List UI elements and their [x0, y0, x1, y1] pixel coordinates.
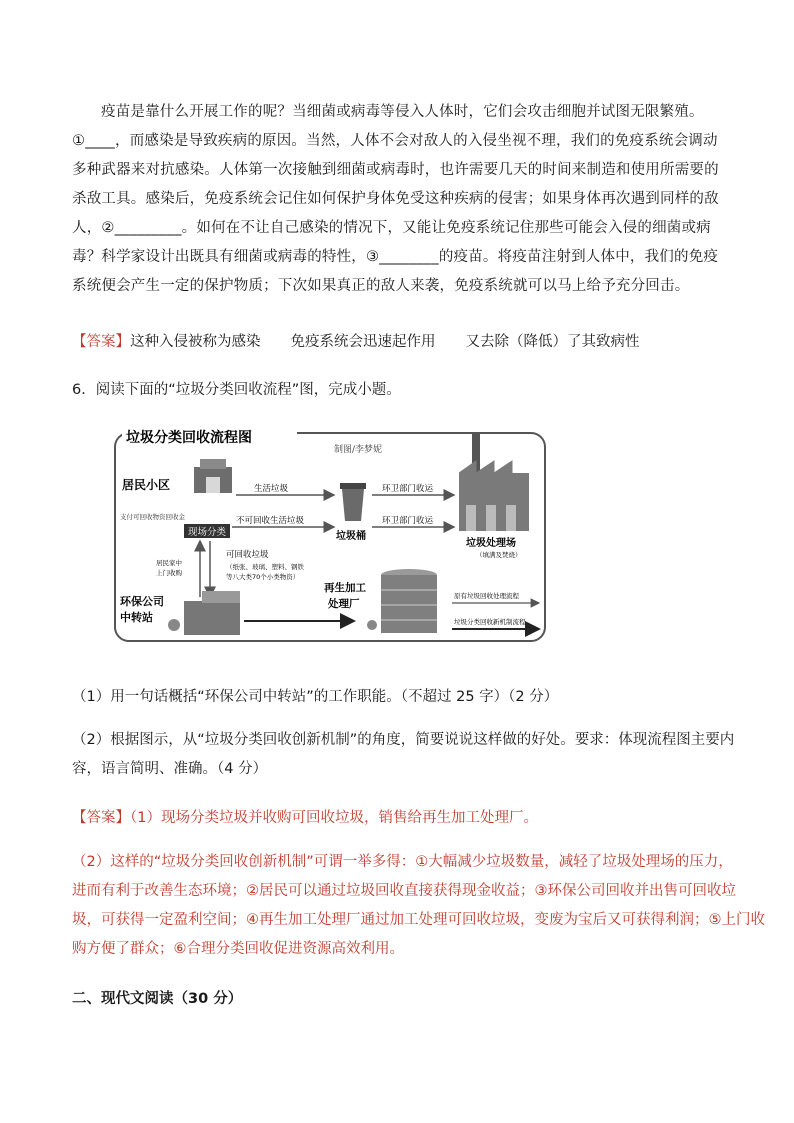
passage-text-a: 疫苗是靠什么开展工作的呢？当细菌或病毒等侵入人体时，它们会攻击细胞并试图无限繁殖。① — [72, 104, 704, 149]
recycle-plant-label-1: 再生加工 — [324, 582, 366, 594]
sanitation-label-2: 环卫部门收运 — [382, 516, 434, 526]
passage-text-c: 。如何在不让自己感染的情况下，又能让免疫系统记住那些可能会入侵的细菌或病毒？科学家设计出既具有细菌或病毒的特性，③ — [72, 220, 711, 265]
answer-1-line — [72, 330, 670, 351]
answer-1-item: 免疫系统会迅速起作用 — [290, 334, 436, 350]
blank-1: ____ — [85, 133, 116, 149]
answer-2-part-2-line-4: 购方便了群众；⑥合理分类回收促进资源高效利用。 — [72, 941, 404, 957]
recyclable-label: 可回收垃圾 — [226, 550, 269, 560]
bin-label: 垃圾桶 — [336, 531, 366, 542]
answer-2-part-2-line-3: 圾，可获得一定盈利空间；④再生加工处理厂通过加工处理可回收垃圾，变废为宝后又可获得利润；⑤上门收 — [72, 912, 765, 928]
passage-paragraph — [72, 98, 724, 301]
legend-new: 垃圾分类回收新机制流程 — [454, 618, 526, 626]
living-waste-label: 生活垃圾 — [254, 484, 289, 494]
recyclable-note-2: 等八大类70个小类物资） — [226, 573, 300, 581]
answer-2-part-2-line-2: 进而有利于改善生态环境；②居民可以通过垃圾回收直接获得现金收益；③环保公司回收并出售可回收垃 — [72, 883, 736, 899]
plant-note: （填满及焚烧） — [476, 551, 522, 559]
pay-note: 支付可回收物资回收金 — [120, 513, 185, 521]
recycle-plant-label-2: 处理厂 — [328, 598, 360, 610]
answer-2-part-1 — [72, 806, 538, 827]
recyclable-note-1: （纸张、玻璃、塑料、钢铁 — [226, 563, 304, 571]
passage-text-d: 的疫苗。将疫苗注射到人体中，我们的免疫系统便会产生一定的保护物质；下次如果真正的敌人来袭，免疫系统就可以马上给予充分回击。 — [72, 249, 719, 294]
legend-old: 原有垃圾回收处理流程 — [454, 592, 519, 600]
section-heading: 二、现代文阅读（30 分） — [72, 991, 243, 1007]
blank-3: ________ — [379, 249, 439, 265]
question-6-sub-2-line-1: （2）根据图示，从“垃圾分类回收创新机制”的角度，简要说说这样做的好处。要求：体现流程图主要内 — [72, 732, 735, 748]
answer-2-part-2-line-1: （2）这样的“垃圾分类回收创新机制”可谓一举多得：①大幅减少垃圾数量，减轻了垃圾处理场的压力， — [72, 854, 733, 870]
plant-label: 垃圾处理场 — [466, 538, 516, 549]
answer-tag: 【答案】 — [72, 810, 130, 826]
sanitation-label-1: 环卫部门收运 — [382, 484, 434, 494]
question-6-sub-1: （1）用一句话概括“环保公司中转站”的工作职能。（不超过 25 字）（2 分） — [72, 689, 559, 705]
question-6-sub-2-line-2: 容，语言简明、准确。（4 分） — [72, 761, 268, 777]
residential-label: 居民小区 — [122, 478, 171, 492]
station-label-1: 环保公司 — [120, 595, 164, 608]
nonrecyclable-label: 不可回收生活垃圾 — [236, 516, 305, 526]
diagram-credit: 制图/李梦妮 — [334, 445, 383, 455]
sorting-label: 现场分类 — [188, 527, 227, 538]
station-label-2: 中转站 — [120, 611, 153, 624]
answer-tag: 【答案】 — [72, 334, 130, 350]
flowchart-diagram — [114, 425, 548, 645]
passage-text-b: ，而感染是导致疾病的原因。当然，人体不会对敌人的入侵坐视不理，我们的免疫系统会调动多种武器来对抗感染。人体第一次接触到细菌或病毒时，也许需要几天的时间来制造和使用所需要的杀敌工具。感染后，免疫系统会记住如何保护身体免受这种疾病的侵害；如果身体再次遇到同样的敌人，② — [72, 133, 719, 236]
blank-2: _________ — [114, 220, 182, 236]
answer-1-item: 这种入侵被称为感染 — [130, 334, 261, 350]
question-6-stem: 6．阅读下面的“垃圾分类回收流程”图，完成小题。 — [72, 382, 401, 398]
answer-2-part-1-text: （1）现场分类垃圾并收购可回收垃圾，销售给再生加工处理厂。 — [130, 810, 538, 826]
diagram-title: 垃圾分类回收流程图 — [126, 430, 252, 446]
door-note-1: 居民家中 — [156, 559, 182, 567]
answer-1-item: 又去除（降低）了其致病性 — [465, 334, 640, 350]
door-note-2: 上门收购 — [156, 569, 182, 577]
